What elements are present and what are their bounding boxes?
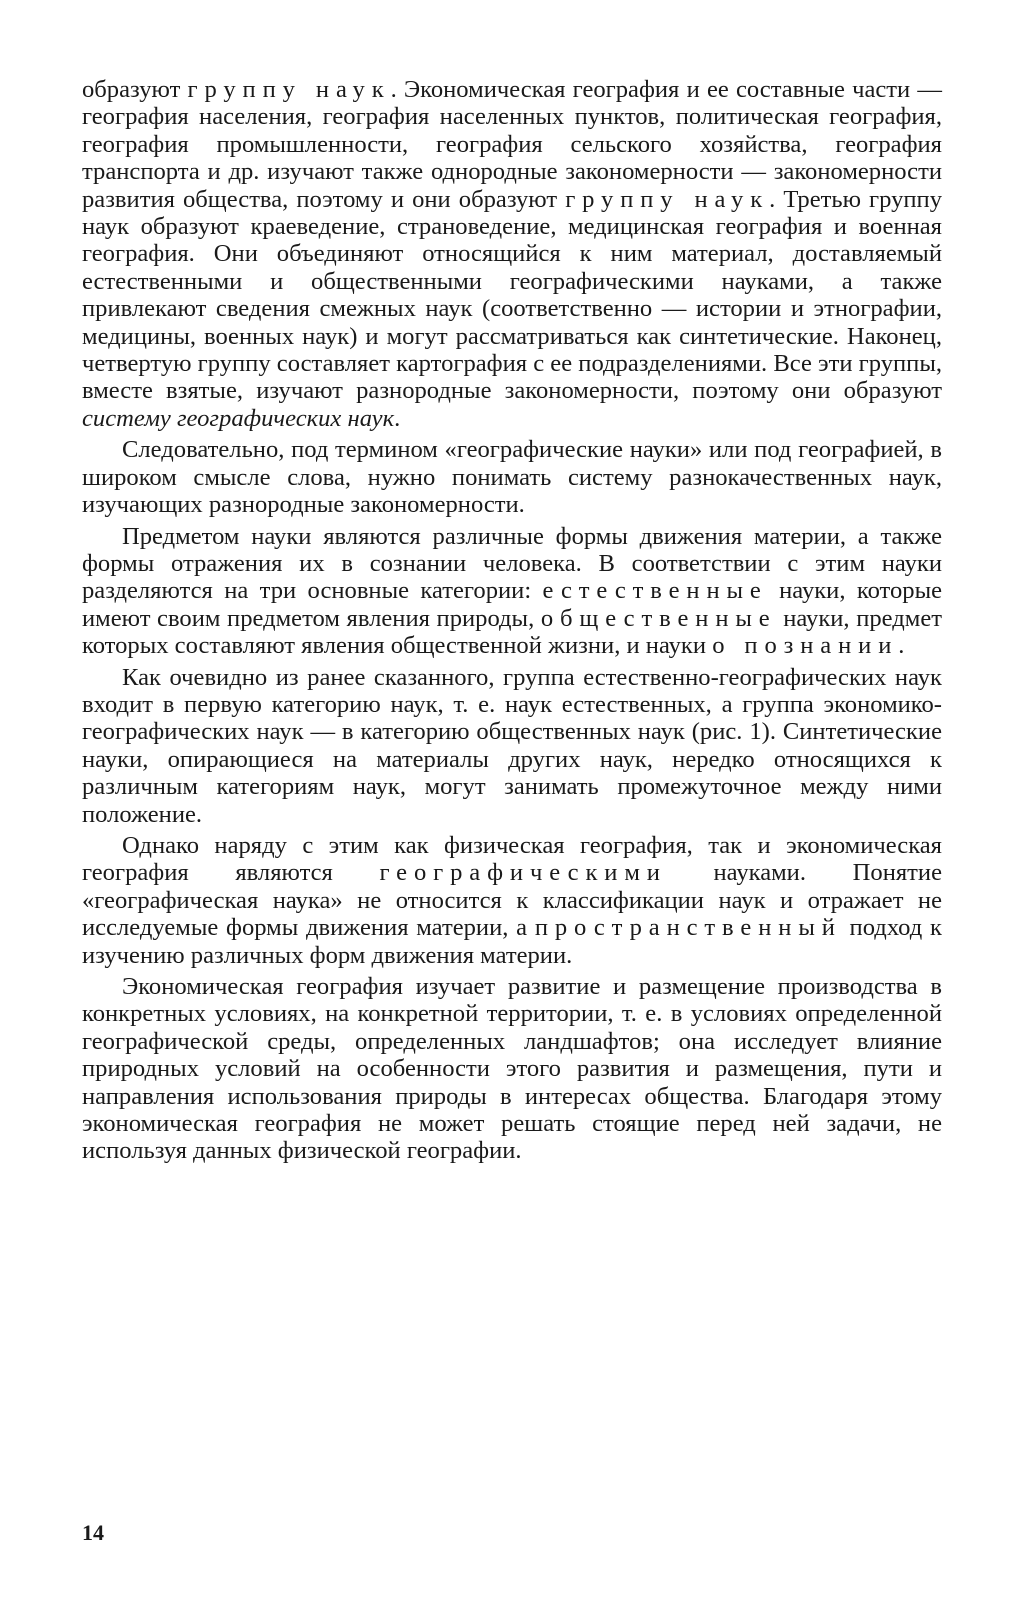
text-span: . Экономическая география и ее составные части — география населения, география населенных пунктов, политическая география, география промышленности, география сельского хозяйства, география транспорта и др. изучают также однородные закономерности — закономерности развития общества, поэтому и они образуют — [82, 76, 943, 213]
emphasized-term: географическими — [379, 859, 667, 887]
page-body — [82, 76, 942, 1165]
text-span: Как очевидно из ранее сказанного, группа естественно-географических наук входит в первую категорию наук, т. е. наук естественных, а группа экономико-географических наук — в категорию общественных наук (рис. 1). Синтетические науки, опирающиеся на материалы других наук, нередко относящихся к различным категориям наук, могут занимать промежуточное между ними положение. — [82, 663, 942, 828]
text-span: . — [394, 404, 401, 432]
text-span: Следовательно, под термином «географические науки» или под географией, в широком смысле слова, нужно понимать систему разнокачественных наук, изучающих разнородные закономерности. — [82, 436, 942, 519]
text-span: науки, предмет которых составляют явления общественной жизни, и науки — [82, 604, 942, 660]
paragraph-6 — [82, 973, 942, 1165]
text-span: . — [898, 632, 905, 660]
emphasized-term: группу наук — [565, 185, 770, 213]
paragraph-1 — [82, 76, 942, 432]
emphasized-term: о познании — [712, 632, 899, 660]
text-span: науками. Понятие «географическая наука» не относится к классификации наук и отражает не исследуемые формы движения материи, а — [82, 859, 942, 942]
italic-term: систему географических наук — [82, 404, 395, 432]
paragraph-3 — [82, 523, 942, 660]
text-span: Экономическая география изучает развитие и размещение производства в конкретных условиях, на конкретной территории, т. е. в условиях определенной географической среды, определенных ландшафтов; она исследует влияние природных условий на особенности этого развития и размещения, пути и направления использования природы в интересах общества. Благодаря этому экономическая география не может решать стоящие перед ней задачи, не используя данных физической географии. — [82, 973, 942, 1165]
text-span: образуют — [82, 76, 188, 103]
emphasized-term: общественные — [540, 604, 777, 632]
paragraph-4 — [82, 664, 942, 828]
emphasized-term: группу наук — [187, 76, 391, 103]
page-number: 14 — [82, 1520, 104, 1545]
paragraph-5 — [82, 832, 942, 969]
text-span: Предметом науки являются различные формы движения материи, а также формы отражения их в сознании человека. В соответствии с этим науки разделяются на три основные категории: — [82, 522, 942, 605]
text-span: науки, которые имеют своим предметом явления природы, — [82, 577, 943, 632]
emphasized-term: пространственный — [534, 914, 842, 942]
text-span: . Третью группу наук образуют краеведение, страноведение, медицинская география и военная география. Они объединяют относящийся к ним материал, доставляемый естественными и общественными географическими науками, а также привлекают сведения смежных наук (соответственно — истории и этнографии, медицины, военных наук) и могут рассматриваться как синтетические. Наконец, четвертую группу составляет картография с ее подразделениями. Все эти группы, вместе взятые, изучают разнородные закономерности, поэтому они образуют — [82, 185, 943, 405]
text-span: подход к изучению различных форм движения материи. — [82, 914, 942, 969]
emphasized-term: естественные — [542, 577, 768, 605]
text-span: Однако наряду с этим как физическая география, так и экономическая география являются — [82, 831, 942, 887]
paragraph-2 — [82, 436, 942, 518]
